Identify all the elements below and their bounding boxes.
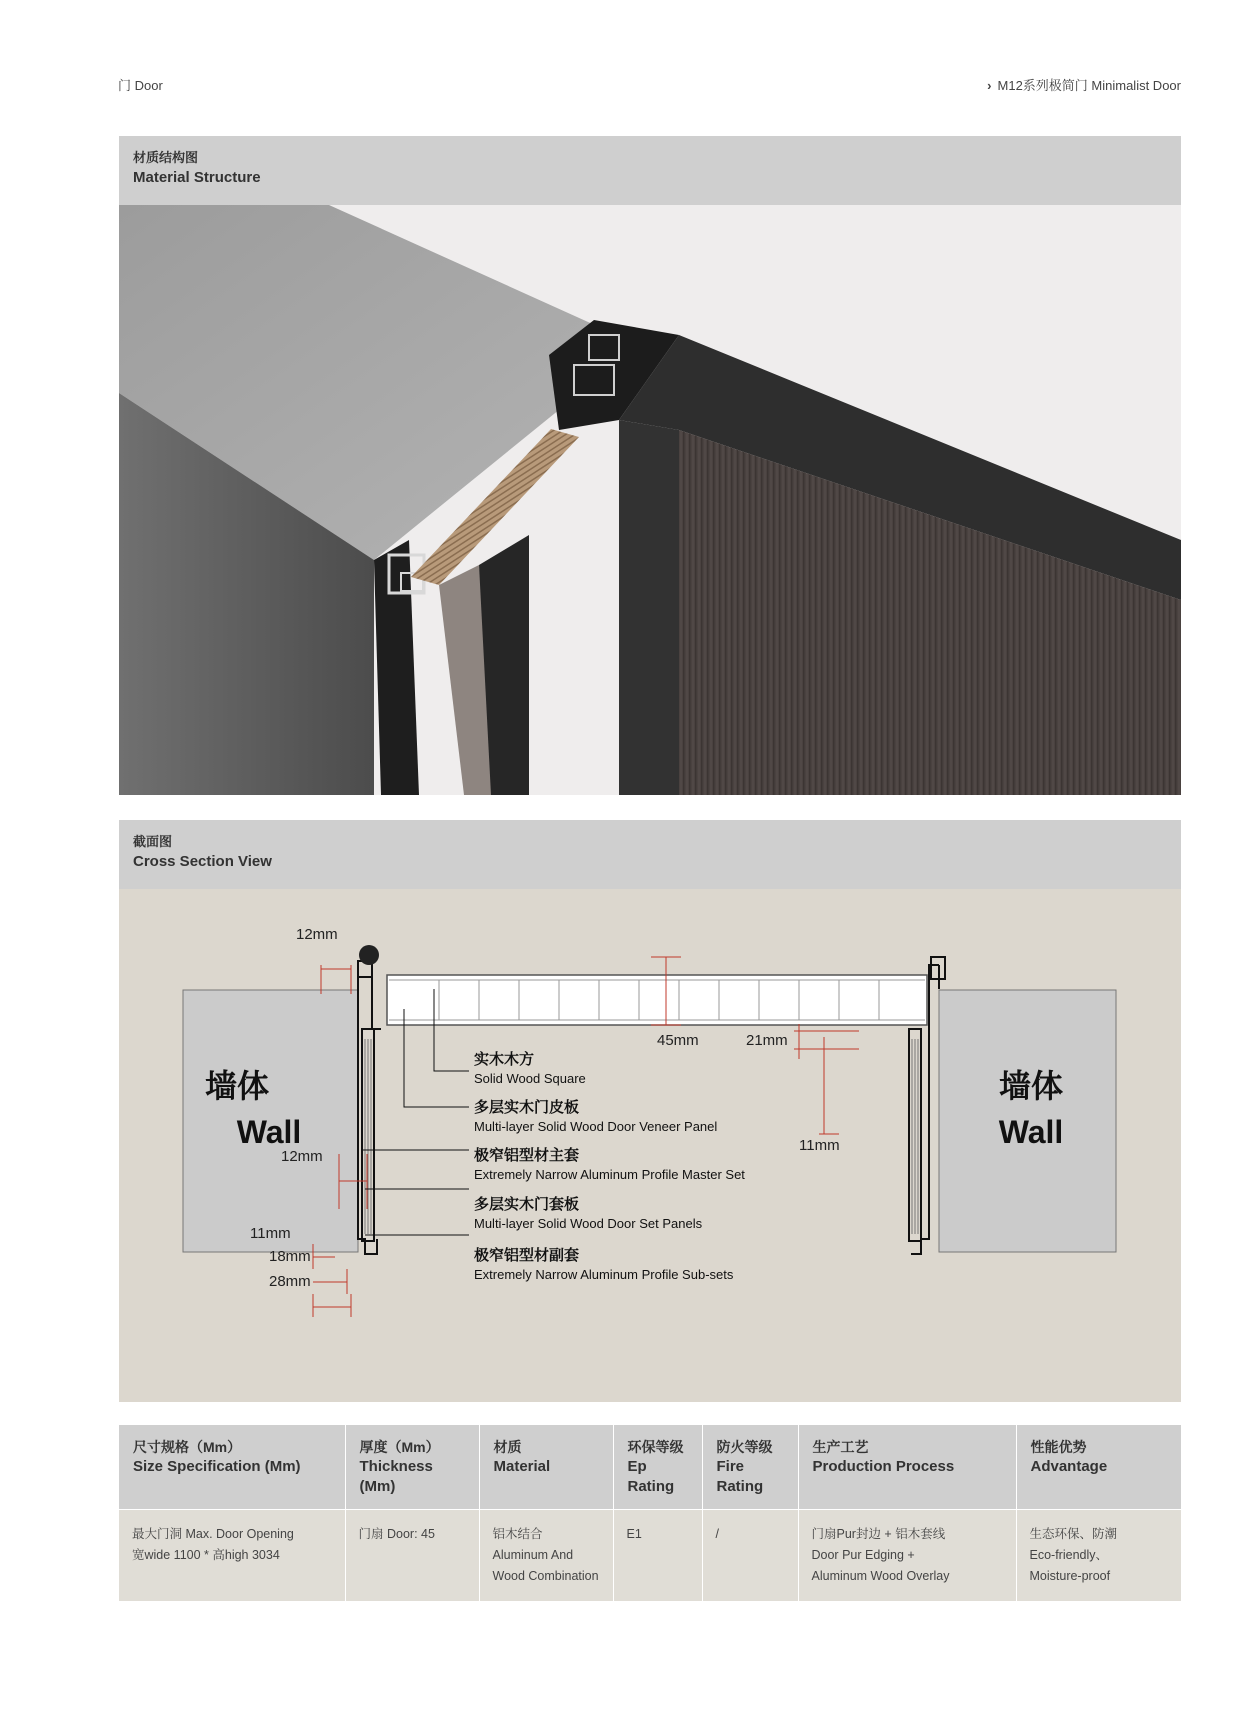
header-size: 尺寸规格（Mm） Size Specification (Mm) xyxy=(119,1425,345,1510)
label-master-set-en: Extremely Narrow Aluminum Profile Master Set xyxy=(474,1167,745,1182)
label-veneer-panel-en: Multi-layer Solid Wood Door Veneer Panel xyxy=(474,1119,718,1134)
header-advantage: 性能优势 Advantage xyxy=(1016,1425,1181,1510)
left-wall-label-en: Wall xyxy=(236,1114,302,1150)
dim-right-mid: 11mm xyxy=(799,1137,840,1154)
header-thickness: 厚度（Mm） Thickness (Mm) xyxy=(345,1425,479,1510)
header-fire-rating: 防火等级 Fire Rating xyxy=(702,1425,798,1510)
table-row xyxy=(119,1510,1181,1602)
material-structure-title-en: Material Structure xyxy=(133,169,261,186)
cell-advantage: 生态环保、防潮 Eco-friendly、 Moisture-proof xyxy=(1016,1510,1181,1602)
dim-right-top: 21mm xyxy=(746,1032,788,1049)
label-sub-sets-en: Extremely Narrow Aluminum Profile Sub-sets xyxy=(474,1267,734,1282)
material-structure-image xyxy=(119,205,1181,795)
label-sub-sets-cn: 极窄铝型材副套 xyxy=(474,1247,580,1264)
dim-thickness: 45mm xyxy=(657,1032,699,1049)
cross-section-header xyxy=(119,820,1181,890)
header-left: 门 Door xyxy=(118,78,163,93)
header-production-process: 生产工艺 Production Process xyxy=(798,1425,1016,1510)
spec-header-row xyxy=(119,1425,1181,1510)
dim-top-left: 12mm xyxy=(296,926,338,943)
cell-production-process: 门扇Pur封边 + 铝木套线 Door Pur Edging + Aluminum Wood Overlay xyxy=(798,1510,1016,1602)
door-panel xyxy=(387,975,927,1025)
right-wall-label-cn: 墙体 xyxy=(998,1068,1064,1104)
dim-bottom-1: 11mm xyxy=(250,1225,291,1242)
cell-ep-rating: E1 xyxy=(613,1510,702,1602)
header-right xyxy=(987,75,1181,94)
right-wall-label-en: Wall xyxy=(998,1114,1064,1150)
cell-material: 铝木结合 Aluminum And Wood Combination xyxy=(479,1510,613,1602)
cross-section-diagram xyxy=(119,889,1181,1402)
chevron-right-icon: › xyxy=(987,78,992,93)
cell-fire-rating: / xyxy=(702,1510,798,1602)
header-ep-rating: 环保等级 Ep Rating xyxy=(613,1425,702,1510)
label-door-set-panels-cn: 多层实木门套板 xyxy=(474,1196,580,1213)
label-solid-wood-square-cn: 实木木方 xyxy=(474,1051,535,1068)
spec-table xyxy=(119,1425,1181,1601)
dim-bottom-3: 28mm xyxy=(269,1273,311,1290)
header-material: 材质 Material xyxy=(479,1425,613,1510)
cross-section-title-cn: 截面图 xyxy=(133,834,173,849)
material-structure-header xyxy=(119,136,1181,206)
header-right-label: M12系列极简门 Minimalist Door xyxy=(997,78,1181,93)
material-structure-title-cn: 材质结构图 xyxy=(133,150,199,165)
left-wall-label-cn: 墙体 xyxy=(204,1068,270,1104)
label-master-set-cn: 极窄铝型材主套 xyxy=(474,1147,580,1164)
cell-thickness: 门扇 Door: 45 xyxy=(345,1510,479,1602)
label-solid-wood-square-en: Solid Wood Square xyxy=(474,1071,586,1086)
dim-bottom-2: 18mm xyxy=(269,1248,311,1265)
label-veneer-panel-cn: 多层实木门皮板 xyxy=(474,1099,580,1116)
cell-size: 最大门洞 Max. Door Opening 宽wide 1100 * 高high 3034 xyxy=(119,1510,345,1602)
dim-mid-left: 12mm xyxy=(281,1148,323,1165)
label-door-set-panels-en: Multi-layer Solid Wood Door Set Panels xyxy=(474,1216,703,1231)
cross-section-title-en: Cross Section View xyxy=(133,853,272,870)
